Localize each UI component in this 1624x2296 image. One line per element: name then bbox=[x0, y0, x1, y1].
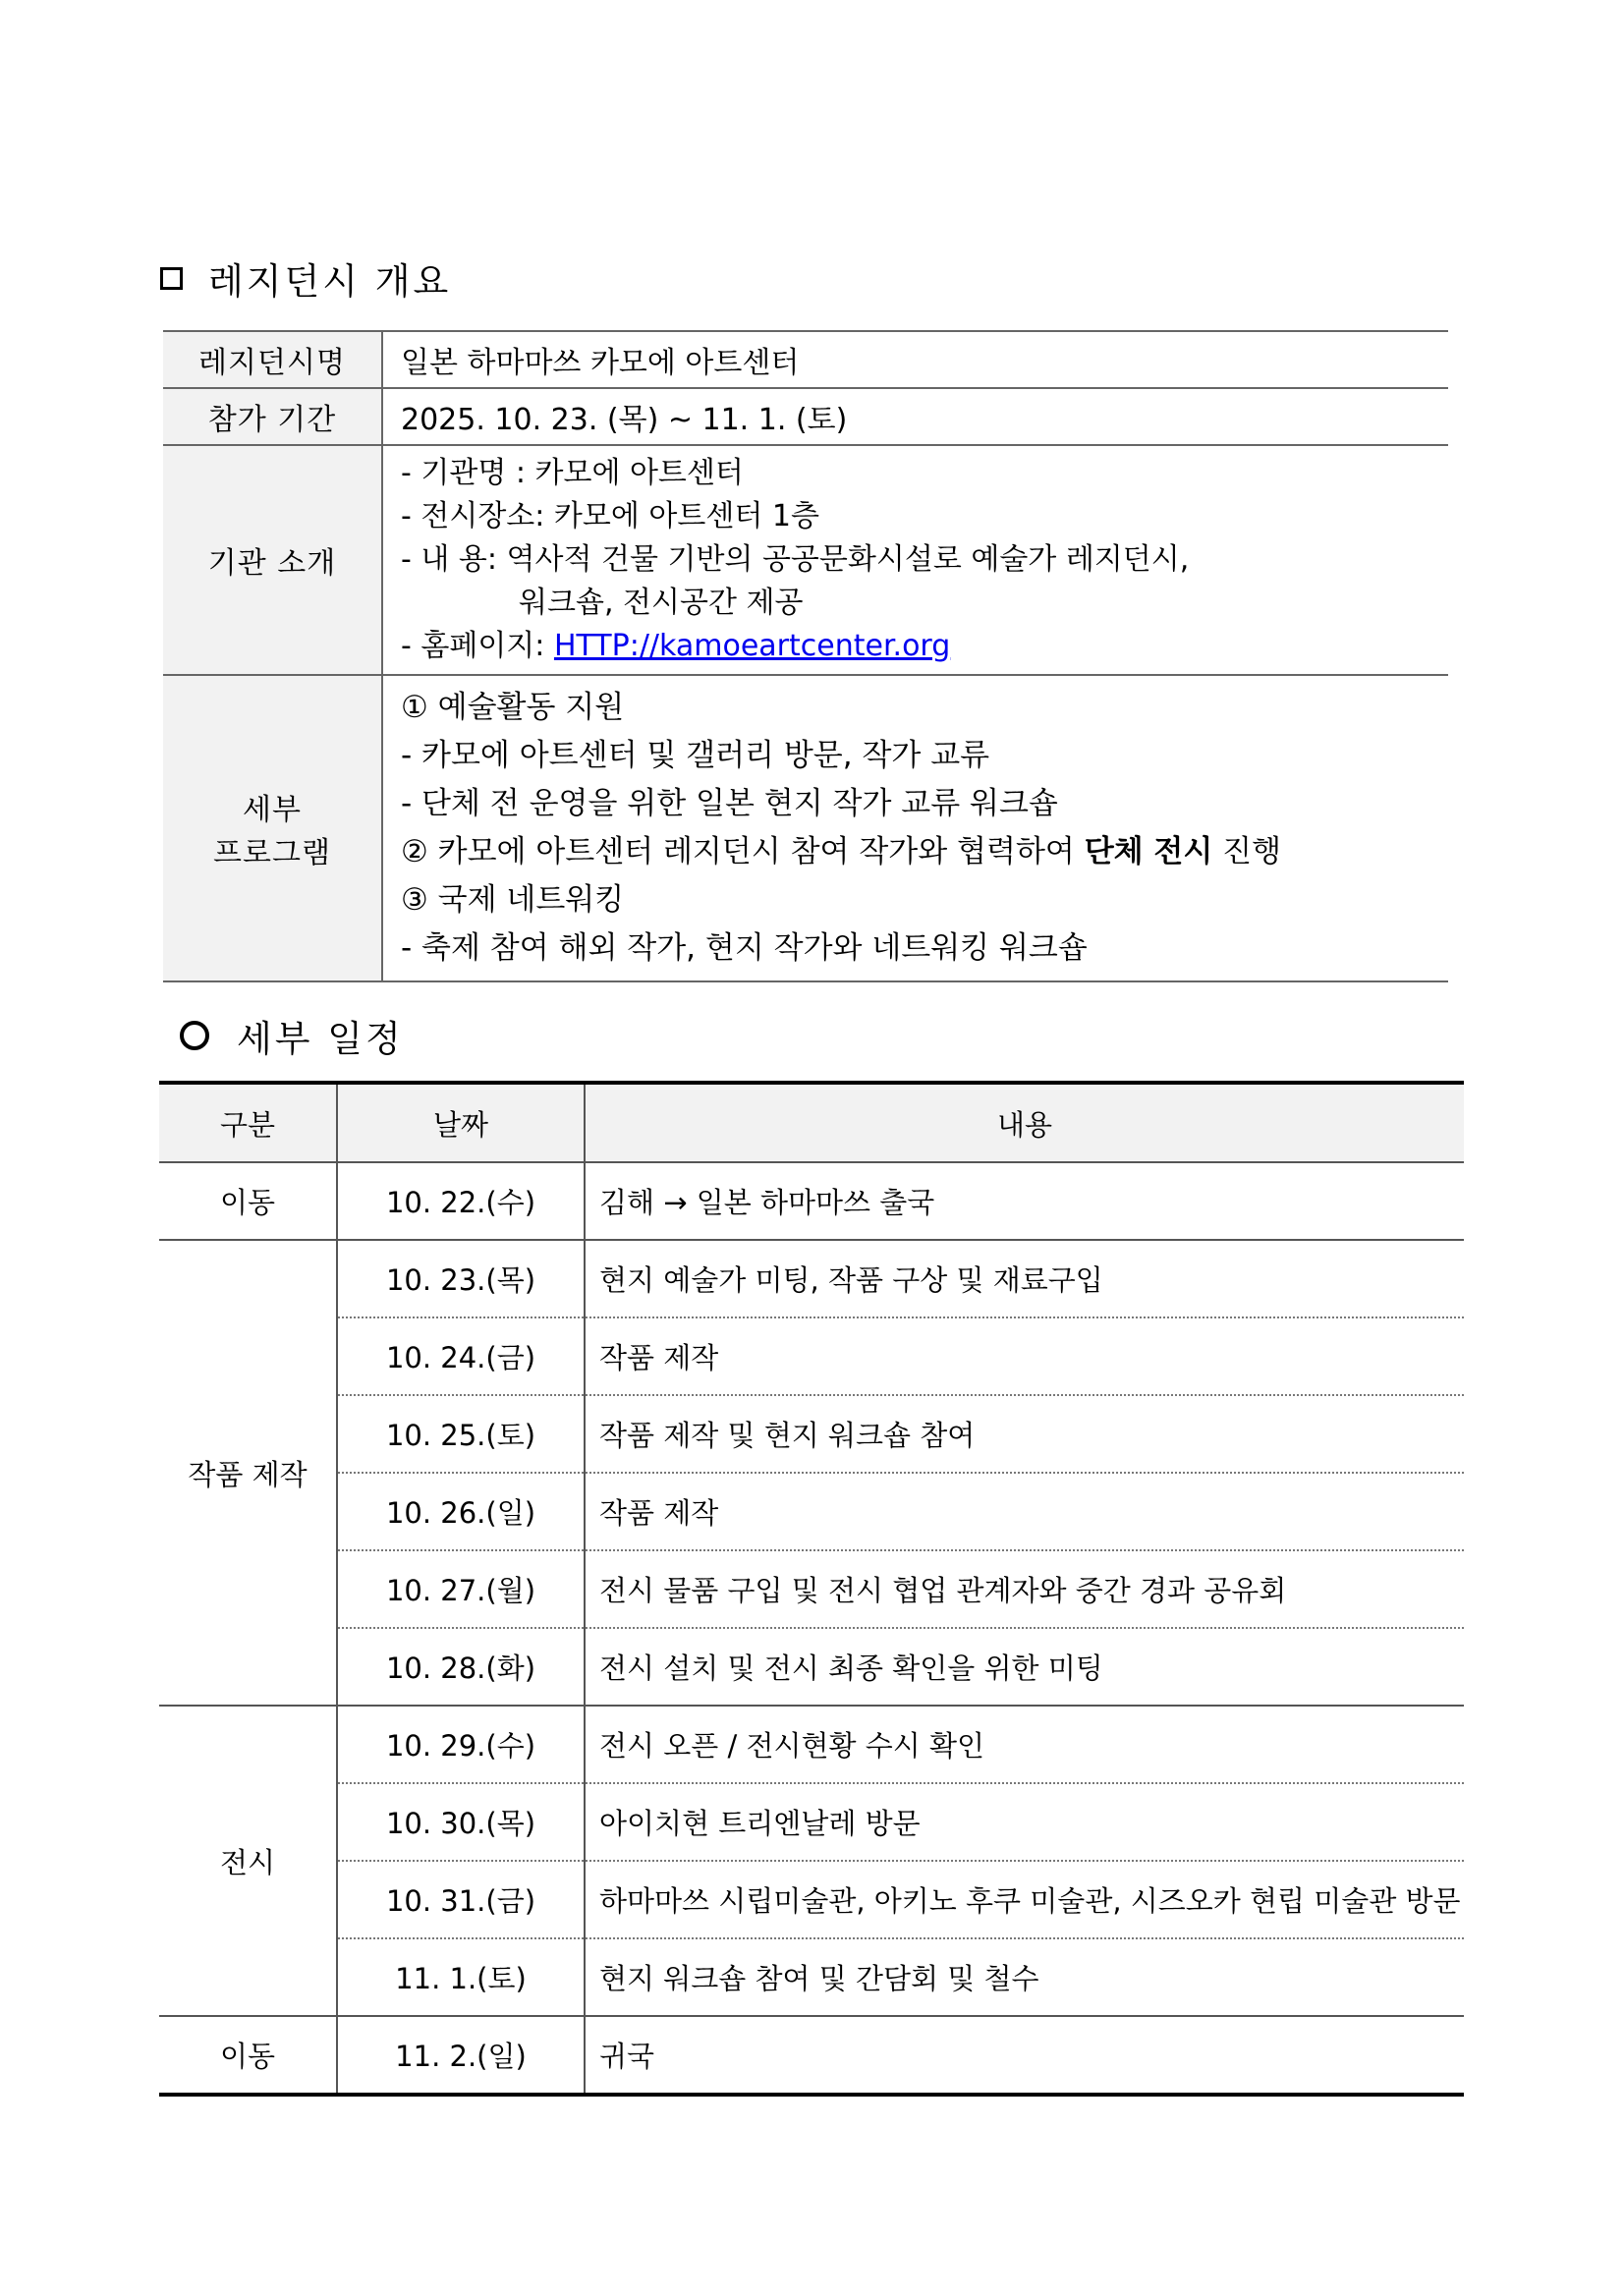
content-cell: 아이치현 트리엔날레 방문 bbox=[585, 1783, 1464, 1861]
row-value: 일본 하마마쓰 카모에 아트센터 bbox=[382, 331, 1448, 388]
program-line: - 단체 전 운영을 위한 일본 현지 작가 교류 워크숍 bbox=[401, 786, 1058, 821]
table-row bbox=[159, 1473, 1464, 1550]
table-row bbox=[163, 445, 1448, 675]
table-header-row bbox=[159, 1083, 1464, 1162]
table-row bbox=[163, 675, 1448, 981]
table-row bbox=[159, 2016, 1464, 2095]
institution-line: - 기관명 : 카모에 아트센터 bbox=[401, 456, 744, 490]
row-label-line: 세부 bbox=[243, 793, 302, 827]
table-row bbox=[163, 388, 1448, 445]
date-cell: 10. 23.(목) bbox=[337, 1240, 585, 1317]
date-cell: 10. 26.(일) bbox=[337, 1473, 585, 1550]
institution-details bbox=[382, 445, 1448, 675]
schedule-table bbox=[159, 1081, 1464, 2097]
homepage-label: - 홈페이지: bbox=[401, 629, 554, 663]
table-row bbox=[159, 1938, 1464, 2016]
content-cell: 하마마쓰 시립미술관, 아키노 후쿠 미술관, 시즈오카 현립 미술관 방문 bbox=[585, 1861, 1464, 1938]
date-cell: 11. 1.(토) bbox=[337, 1938, 585, 2016]
program-line-text: 진행 bbox=[1212, 834, 1282, 869]
column-header-content: 내용 bbox=[585, 1083, 1464, 1162]
content-cell: 김해 → 일본 하마마쓰 출국 bbox=[585, 1162, 1464, 1240]
table-row bbox=[163, 331, 1448, 388]
table-row bbox=[159, 1395, 1464, 1473]
content-cell: 작품 제작 및 현지 워크숍 참여 bbox=[585, 1395, 1464, 1473]
date-cell: 10. 28.(화) bbox=[337, 1628, 585, 1706]
square-bullet-icon bbox=[160, 267, 183, 290]
institution-line: - 내 용: 역사적 건물 기반의 공공문화시설로 예술가 레지던시, bbox=[401, 542, 1190, 577]
category-cell: 이동 bbox=[159, 2016, 337, 2095]
program-line: ③ 국제 네트워킹 bbox=[401, 882, 625, 918]
column-header-date: 날짜 bbox=[337, 1083, 585, 1162]
section-title-schedule bbox=[180, 1010, 404, 1061]
content-cell: 전시 오픈 / 전시현황 수시 확인 bbox=[585, 1706, 1464, 1783]
content-cell: 전시 설치 및 전시 최종 확인을 위한 미팅 bbox=[585, 1628, 1464, 1706]
date-cell: 10. 27.(월) bbox=[337, 1550, 585, 1628]
date-cell: 10. 29.(수) bbox=[337, 1706, 585, 1783]
program-details bbox=[382, 675, 1448, 981]
table-row bbox=[159, 1240, 1464, 1317]
content-cell: 귀국 bbox=[585, 2016, 1464, 2095]
row-value: 2025. 10. 23. (목) ~ 11. 1. (토) bbox=[382, 388, 1448, 445]
row-label: 레지던시명 bbox=[163, 331, 382, 388]
row-label: 기관 소개 bbox=[163, 445, 382, 675]
homepage-link[interactable]: HTTP://kamoeartcenter.org bbox=[553, 629, 951, 663]
institution-line: 워크숍, 전시공간 제공 bbox=[519, 586, 804, 620]
program-line-bold: 단체 전시 bbox=[1084, 834, 1213, 869]
category-cell: 이동 bbox=[159, 1162, 337, 1240]
date-cell: 10. 30.(목) bbox=[337, 1783, 585, 1861]
date-cell: 11. 2.(일) bbox=[337, 2016, 585, 2095]
content-cell: 전시 물품 구입 및 전시 협업 관계자와 중간 경과 공유회 bbox=[585, 1550, 1464, 1628]
homepage-line bbox=[401, 625, 1448, 668]
program-line: ① 예술활동 지원 bbox=[401, 690, 625, 725]
section-title-overview bbox=[160, 252, 451, 305]
content-cell: 현지 예술가 미팅, 작품 구상 및 재료구입 bbox=[585, 1240, 1464, 1317]
row-label-program bbox=[163, 675, 382, 981]
institution-line: - 전시장소: 카모에 아트센터 1층 bbox=[401, 499, 819, 533]
content-cell: 작품 제작 bbox=[585, 1317, 1464, 1395]
column-header-category: 구분 bbox=[159, 1083, 337, 1162]
table-row bbox=[159, 1706, 1464, 1783]
row-label: 참가 기간 bbox=[163, 388, 382, 445]
date-cell: 10. 22.(수) bbox=[337, 1162, 585, 1240]
date-cell: 10. 24.(금) bbox=[337, 1317, 585, 1395]
date-cell: 10. 31.(금) bbox=[337, 1861, 585, 1938]
table-row bbox=[159, 1628, 1464, 1706]
circle-bullet-icon bbox=[180, 1021, 209, 1050]
category-cell: 작품 제작 bbox=[159, 1240, 337, 1706]
program-line-text: ② 카모에 아트센터 레지던시 참여 작가와 협력하여 bbox=[401, 834, 1085, 869]
program-line: - 축제 참여 해외 작가, 현지 작가와 네트워킹 워크숍 bbox=[401, 930, 1088, 966]
row-label-line: 프로그램 bbox=[213, 836, 331, 870]
table-row bbox=[159, 1783, 1464, 1861]
table-row bbox=[159, 1317, 1464, 1395]
category-cell: 전시 bbox=[159, 1706, 337, 2016]
content-cell: 현지 워크숍 참여 및 간담회 및 철수 bbox=[585, 1938, 1464, 2016]
date-cell: 10. 25.(토) bbox=[337, 1395, 585, 1473]
table-row bbox=[159, 1861, 1464, 1938]
section-title-text: 세부 일정 bbox=[237, 1018, 404, 1060]
program-line: - 카모에 아트센터 및 갤러리 방문, 작가 교류 bbox=[401, 738, 990, 773]
table-row bbox=[159, 1550, 1464, 1628]
overview-table bbox=[163, 330, 1448, 982]
program-line bbox=[401, 828, 1448, 876]
table-row bbox=[159, 1162, 1464, 1240]
content-cell: 작품 제작 bbox=[585, 1473, 1464, 1550]
section-title-text: 레지던시 개요 bbox=[208, 260, 452, 303]
